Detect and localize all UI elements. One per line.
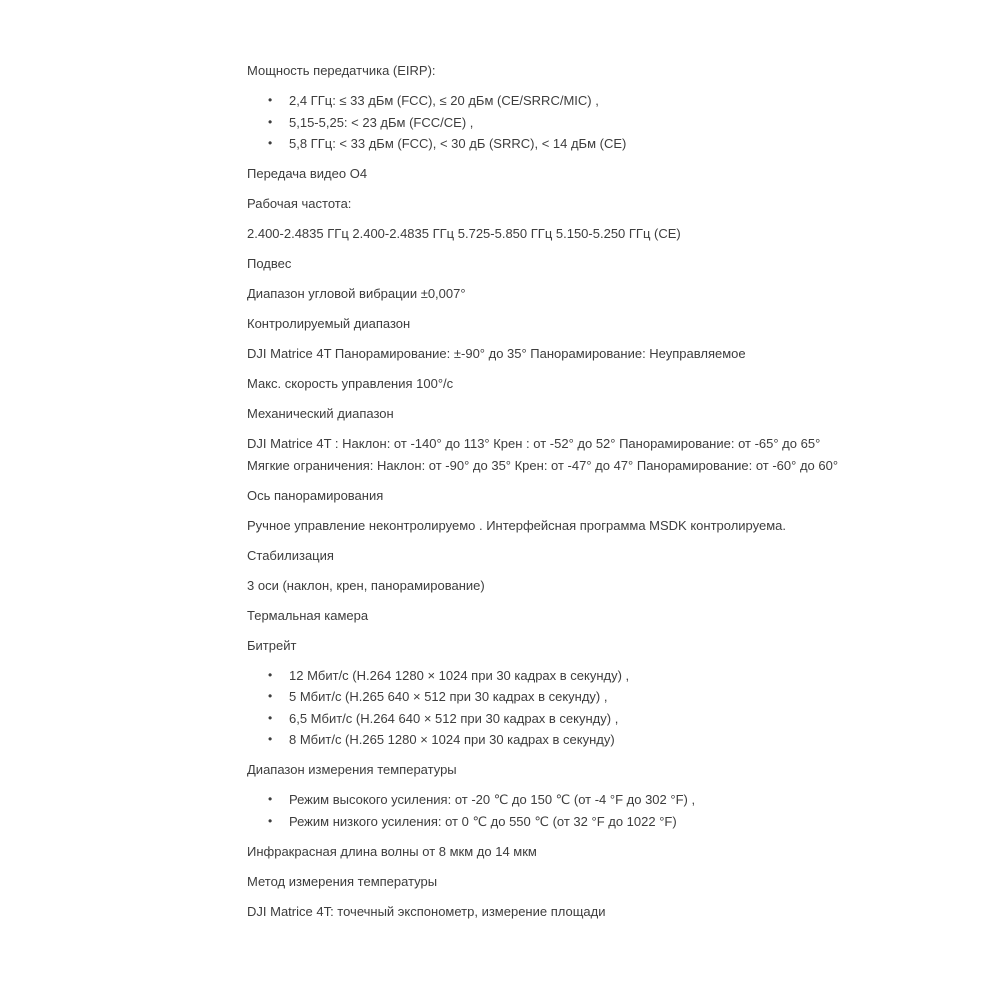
operating-frequency-label: Рабочая частота:: [247, 196, 352, 211]
thermal-camera-title: Термальная камера: [247, 607, 369, 623]
list-item: [247, 708, 970, 730]
list-item: [247, 133, 970, 155]
pan-axis-value: Ручное управление неконтролируемо . Интерфейсная программа MSDK контролируема.: [247, 517, 786, 533]
controllable-range-value: DJI Matrice 4T Панорамирование: ±-90° до 35° Панорамирование: Неуправляемое: [247, 346, 746, 361]
spec-content: [247, 60, 970, 931]
list-item: [247, 112, 970, 134]
stabilization-label: Стабилизация: [247, 547, 334, 563]
list-item-text: 8 Мбит/с (H.265 1280 × 1024 при 30 кадрах в секунду): [289, 732, 615, 747]
temp-method-value: DJI Matrice 4T: точечный экспонометр, измерение площади: [247, 903, 606, 919]
bullet-icon: •: [268, 667, 273, 682]
stabilization-value: 3 оси (наклон, крен, панорамирование): [247, 577, 485, 593]
max-control-speed: Макс. скорость управления 100°/с: [247, 376, 454, 391]
temp-range-list: [247, 789, 970, 832]
list-item-text: 12 Мбит/с (H.264 1280 × 1024 при 30 кадрах в секунду) ,: [289, 667, 630, 683]
list-item-text: 2,4 ГГц: ≤ 33 дБм (FCC), ≤ 20 дБм (CE/SRRC/MIC) ,: [289, 93, 599, 108]
list-item: [247, 686, 970, 708]
list-item: [247, 789, 970, 811]
ir-wavelength: Инфракрасная длина волны от 8 мкм до 14 мкм: [247, 843, 537, 859]
bullet-icon: •: [268, 136, 273, 150]
gimbal-title: Подвес: [247, 256, 292, 271]
transmitter-power-list: [247, 90, 970, 155]
bullet-icon: •: [268, 732, 273, 746]
list-item-text: 5 Мбит/с (H.265 640 × 512 при 30 кадрах в секунду) ,: [289, 689, 608, 704]
bitrate-list: [247, 665, 970, 751]
mechanical-range-line2: Мягкие ограничения: Наклон: от -90° до 35° Крен: от -47° до 47° Панорамирование: от -60° до 60°: [247, 457, 839, 473]
temp-method-label: Метод измерения температуры: [247, 873, 438, 889]
bitrate-label: Битрейт: [247, 637, 297, 653]
bullet-icon: •: [268, 813, 273, 828]
vibration-range: Диапазон угловой вибрации ±0,007°: [247, 286, 466, 301]
transmitter-power-title: Мощность передатчика (EIRP):: [247, 63, 436, 78]
mechanical-range-line1: DJI Matrice 4T : Наклон: от -140° до 113° Крен : от -52° до 52° Панорамирование: от -65° до 65°: [247, 436, 821, 451]
list-item: [247, 90, 970, 112]
list-item-text: Режим низкого усиления: от 0 ℃ до 550 ℃ (от 32 °F до 1022 °F): [289, 813, 677, 829]
mechanical-range-label: Механический диапазон: [247, 406, 394, 421]
bullet-icon: •: [268, 114, 273, 129]
temp-range-label: Диапазон измерения температуры: [247, 762, 457, 777]
mechanical-range-value: [247, 433, 970, 476]
bullet-icon: •: [268, 689, 273, 703]
list-item-text: 5,8 ГГц: < 33 дБм (FCC), < 30 дБ (SRRC), < 14 дБм (CE): [289, 136, 627, 151]
list-item-text: Режим высокого усиления: от -20 ℃ до 150 ℃ (от -4 °F до 302 °F) ,: [289, 792, 696, 807]
pan-axis-label: Ось панорамирования: [247, 487, 384, 503]
list-item-text: 6,5 Мбит/с (H.264 640 × 512 при 30 кадрах в секунду) ,: [289, 710, 619, 726]
controllable-range-label: Контролируемый диапазон: [247, 316, 411, 331]
bullet-icon: •: [268, 792, 273, 806]
video-transmission: Передача видео O4: [247, 166, 368, 181]
list-item: [247, 729, 970, 751]
operating-frequency-value: 2.400-2.4835 ГГц 2.400-2.4835 ГГц 5.725-5.850 ГГц 5.150-5.250 ГГц (CE): [247, 226, 681, 241]
bullet-icon: •: [268, 93, 273, 107]
list-item-text: 5,15-5,25: < 23 дБм (FCC/CE) ,: [289, 114, 474, 130]
bullet-icon: •: [268, 710, 273, 725]
list-item: [247, 665, 970, 687]
list-item: [247, 811, 970, 833]
